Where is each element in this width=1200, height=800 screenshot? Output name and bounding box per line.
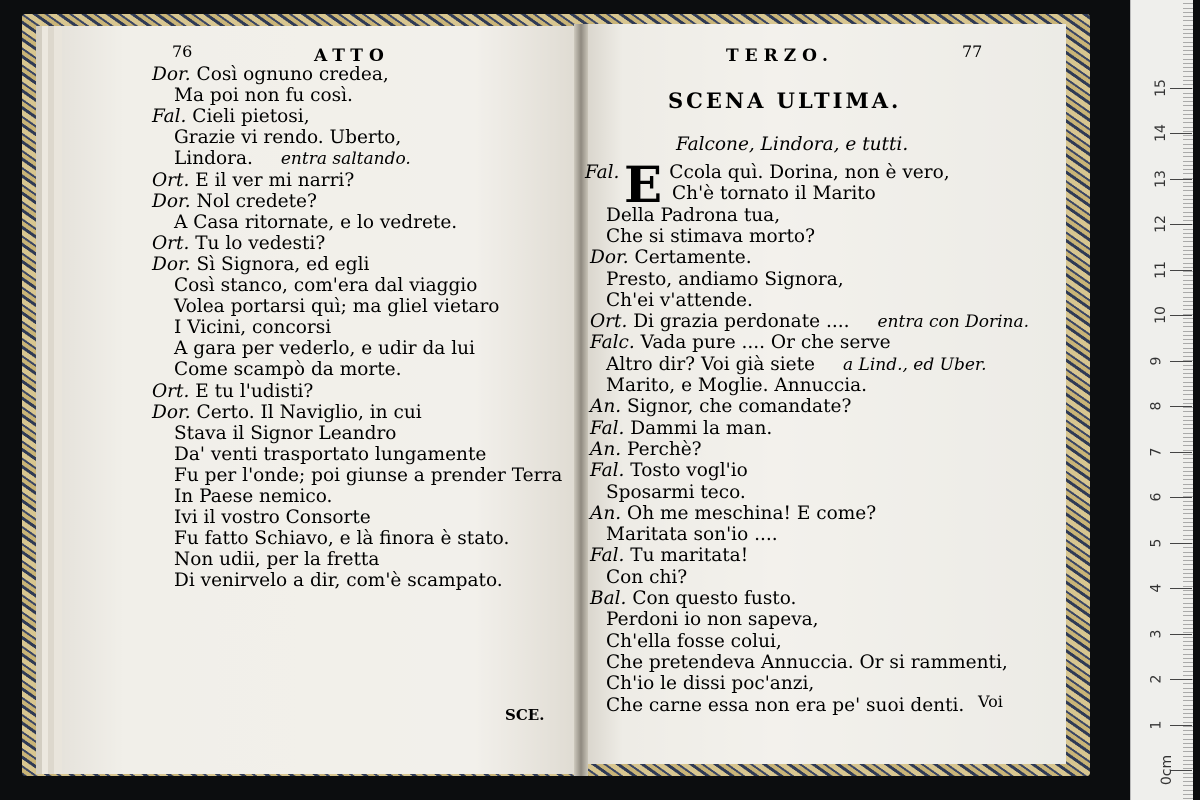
left-line <box>174 212 457 234</box>
right-line <box>606 269 844 291</box>
ruler-label: 3 <box>1148 629 1165 638</box>
speaker-label: An. <box>590 502 628 524</box>
book-gutter <box>574 24 588 776</box>
ruler-tick <box>1170 179 1192 180</box>
right-line <box>590 503 876 525</box>
ruler-tick <box>1170 361 1192 362</box>
verse-text: Vada pure .... Or che serve <box>640 332 891 354</box>
right-line <box>606 652 1008 674</box>
left-line <box>174 338 475 360</box>
ruler-tick <box>1170 315 1192 316</box>
right-line <box>590 418 772 440</box>
speaker-label: An. <box>590 396 628 418</box>
verse-text: Volea portarsi quì; ma gliel vietaro <box>174 296 500 318</box>
verse-text: Ch'ei v'attende. <box>606 289 753 311</box>
verse-text: Sposarmi teco. <box>606 481 746 503</box>
verse-text: Che si stimava morto? <box>606 225 815 247</box>
right-line <box>590 311 1029 333</box>
right-line <box>590 332 891 354</box>
verse-text: In Paese nemico. <box>174 486 333 507</box>
verse-text: Da' venti trasportato lungamente <box>174 443 487 465</box>
verse-text: Certo. Il Naviglio, in cui <box>196 401 422 423</box>
ruler-tick <box>1170 679 1192 680</box>
verse-text: Grazie vi rendo. Uberto, <box>174 127 402 149</box>
verse-text: Perchè? <box>627 438 702 460</box>
speaker-label: Fal. <box>590 460 631 482</box>
left-catchword: SCE. <box>505 706 545 724</box>
left-page-number: 76 <box>172 42 193 61</box>
speaker-label: Fal. <box>590 545 631 567</box>
ruler-tick <box>1170 133 1192 134</box>
right-line <box>590 545 748 567</box>
speaker-label: Dor. <box>152 401 197 423</box>
speaker-label: Dor. <box>152 253 197 275</box>
drop-cap: E <box>624 155 663 214</box>
right-line <box>590 439 702 461</box>
verse-text: Signor, che comandate? <box>627 396 852 418</box>
left-line <box>174 127 401 149</box>
ruler-tick <box>1170 270 1192 271</box>
speaker-label: Fal. <box>152 106 193 128</box>
verse-text: Stava il Signor Leandro <box>174 422 397 444</box>
verse-text: Nol credete? <box>196 190 317 212</box>
right-line <box>606 673 814 695</box>
verse-text: E il ver mi narri? <box>195 169 355 191</box>
left-line <box>174 317 331 339</box>
speaker-label: Fal. <box>590 417 631 439</box>
verse-text: Che pretendeva Annuccia. Or si rammenti, <box>606 651 1008 673</box>
verse-text: Altro dir? Voi già siete <box>606 353 815 375</box>
left-line <box>152 170 354 192</box>
verse-text: Dammi la man. <box>630 417 773 439</box>
ruler-label: 2 <box>1148 674 1165 684</box>
verse-text: Della Padrona tua, <box>606 204 781 226</box>
ruler-tick <box>1170 452 1192 453</box>
verse-text: Oh me meschina! E come? <box>627 502 877 524</box>
verse-text: I Vicini, concorsi <box>174 317 332 339</box>
ruler-tick <box>1170 406 1192 407</box>
ruler-tick <box>1170 497 1192 498</box>
stage-direction: a Lind., ed Uber. <box>842 354 987 375</box>
right-line <box>590 396 851 418</box>
left-line <box>174 85 353 107</box>
right-line <box>606 695 964 717</box>
ruler-tick <box>1170 634 1192 635</box>
left-line <box>152 106 310 128</box>
verse-text: A Casa ritornate, e lo vedrete. <box>174 211 458 233</box>
verse-text: Cieli pietosi, <box>192 106 310 128</box>
right-line <box>590 247 752 269</box>
speaker-label: Ort. <box>152 380 196 402</box>
ruler-label: 8 <box>1148 401 1165 411</box>
right-line <box>606 567 687 589</box>
verse-text: A gara per vederlo, e udir da lui <box>174 338 475 360</box>
right-line <box>590 588 796 610</box>
speaker-label: Dor. <box>152 64 197 85</box>
left-line <box>174 486 332 508</box>
left-line <box>174 528 509 550</box>
ruler-label: 5 <box>1148 538 1165 547</box>
ruler-tick <box>1170 224 1192 225</box>
speaker-label: Ort. <box>152 232 196 254</box>
speaker-label: An. <box>590 438 628 460</box>
verse-text: Ccola quì. Dorina, non è vero, <box>669 162 950 183</box>
speaker-label: Falc. <box>590 332 641 354</box>
ruler-tick <box>1170 543 1192 544</box>
left-line <box>152 191 317 213</box>
right-line <box>606 290 753 312</box>
speaker-label: Bal. <box>590 588 633 609</box>
stage-direction: entra saltando. <box>280 149 411 170</box>
verse-text: Ch'è tornato il Marito <box>672 183 876 205</box>
verse-text: Perdoni io non sapeva, <box>606 609 819 631</box>
verse-text: Ch'io le dissi poc'anzi, <box>606 673 815 695</box>
ruler-label: 12 <box>1152 215 1169 233</box>
verse-text: Lindora. <box>174 148 253 170</box>
ruler-label: 13 <box>1152 169 1169 188</box>
ruler-label: 9 <box>1148 356 1165 365</box>
verse-text: Fu per l'onde; poi giunse a prender Terra <box>174 464 563 486</box>
left-running-head: ATTO <box>314 46 390 66</box>
verse-text: Con chi? <box>606 566 688 588</box>
right-catchword: Voi <box>978 692 1003 711</box>
verse-text: Di venirvelo a dir, com'è scampato. <box>174 570 503 592</box>
verse-text: Fu fatto Schiavo, e là finora è stato. <box>174 528 510 550</box>
left-line <box>174 465 562 487</box>
right-line <box>606 482 746 504</box>
stage-direction: entra con Dorina. <box>877 312 1030 333</box>
ruler-label: 4 <box>1148 583 1165 593</box>
left-line <box>152 402 422 424</box>
verse-text: Così stanco, com'era dal viaggio <box>174 275 478 296</box>
speaker-label: Dor. <box>152 190 197 212</box>
verse-text: Maritata son'io .... <box>606 524 778 546</box>
left-line <box>174 444 486 466</box>
verse-text: Che carne essa non era pe' suoi denti. <box>606 694 965 716</box>
left-line <box>174 148 411 170</box>
ruler-label: 11 <box>1152 260 1169 279</box>
verse-text: Certamente. <box>634 247 752 269</box>
verse-text: Come scampò da morte. <box>174 359 402 381</box>
ruler-label: 10 <box>1152 306 1169 324</box>
verse-text: Tu maritata! <box>630 545 749 567</box>
ruler-label: 1 <box>1148 720 1165 729</box>
ruler-label: 6 <box>1148 492 1165 502</box>
left-line <box>152 254 369 276</box>
verse-text: Ma poi non fu così. <box>174 85 353 107</box>
ruler-tick <box>1170 725 1192 726</box>
ruler-label: 0cm <box>1159 754 1176 786</box>
ruler-label: 7 <box>1148 447 1165 456</box>
ruler-tick <box>1170 588 1192 589</box>
verse-text: E tu l'udisti? <box>195 380 314 402</box>
right-page-number: 77 <box>962 42 983 61</box>
left-line <box>174 423 396 445</box>
scene-characters: Falcone, Lindora, e tutti. <box>676 134 909 155</box>
left-line <box>174 549 379 571</box>
right-line <box>585 162 950 184</box>
verse-text: Sì Signora, ed egli <box>196 253 370 275</box>
scene-heading: SCENA ULTIMA. <box>668 88 902 113</box>
speaker-label: Dor. <box>590 247 635 269</box>
left-line <box>152 64 389 86</box>
verse-text: Marito, e Moglie. Annuccia. <box>606 375 868 396</box>
right-line <box>672 183 876 205</box>
ruler-tick <box>1170 88 1192 89</box>
right-line <box>590 460 748 482</box>
speaker-label: Fal. <box>585 162 626 183</box>
verse-text: Così ognuno credea, <box>196 64 389 85</box>
right-line <box>606 524 778 546</box>
verse-text: Presto, andiamo Signora, <box>606 268 844 290</box>
left-line <box>174 359 402 381</box>
verse-text: Non udii, per la fretta <box>174 549 380 571</box>
ruler-label: 15 <box>1152 78 1169 97</box>
right-line <box>606 226 815 248</box>
right-line <box>606 375 867 397</box>
left-line <box>174 296 499 318</box>
left-line <box>152 233 325 255</box>
verse-text: Con questo fusto. <box>632 588 797 609</box>
right-line <box>606 609 819 631</box>
speaker-label: Ort. <box>152 169 196 191</box>
verse-text: Tu lo vedesti? <box>195 232 326 254</box>
right-running-head: TERZO. <box>726 46 834 66</box>
ruler-label: 14 <box>1152 124 1169 142</box>
verse-text: Di grazia perdonate .... <box>633 311 850 333</box>
verse-text: Ivi il vostro Consorte <box>174 507 371 529</box>
left-line <box>174 275 477 297</box>
right-line <box>606 354 987 376</box>
speaker-label: Ort. <box>590 311 634 333</box>
right-line <box>606 631 782 653</box>
left-line <box>152 381 313 403</box>
verse-text: Tosto vogl'io <box>630 460 748 482</box>
left-line <box>174 507 371 529</box>
left-line <box>174 570 503 592</box>
right-line <box>606 205 780 227</box>
verse-text: Ch'ella fosse colui, <box>606 630 782 652</box>
